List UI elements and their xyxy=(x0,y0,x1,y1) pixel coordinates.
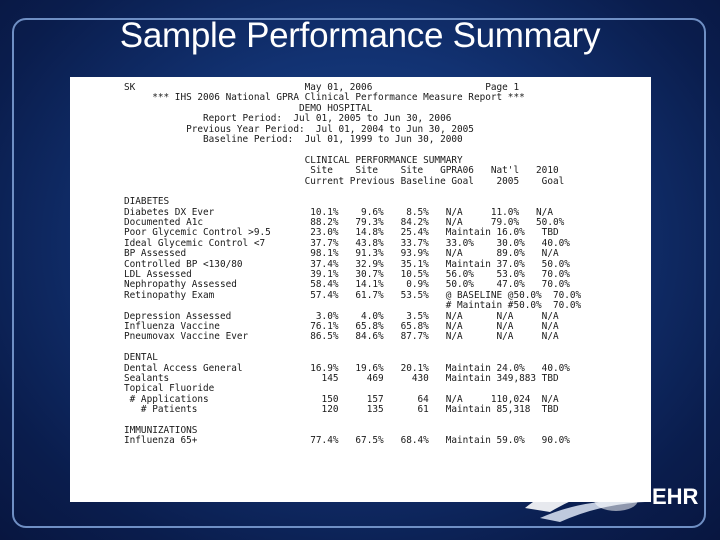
report-line: Baseline Period: Jul 01, 1999 to Jun 30, 2000 xyxy=(124,133,463,145)
report-text-block xyxy=(70,77,651,447)
report-line: SK May 01, 2006 Page 1 xyxy=(124,82,520,93)
report-line: Diabetes DX Ever 10.1% 9.6% 8.5% N/A 11.0% N/A xyxy=(124,206,553,218)
report-line: # Maintain #50.0% 70.0% xyxy=(124,300,582,312)
report-line: Previous Year Period: Jul 01, 2004 to Jun 30, 2005 xyxy=(124,123,474,135)
report-line: # Patients 120 135 61 Maintain 85,318 TBD xyxy=(124,404,559,416)
report-line: Site Site Site GPRA06 Nat'l 2010 xyxy=(124,165,559,177)
report-line: Depression Assessed 3.0% 4.0% 3.5% N/A N/A N/A xyxy=(124,310,559,322)
report-line: LDL Assessed 39.1% 30.7% 10.5% 56.0% 53.0% 70.0% xyxy=(124,269,570,281)
logo-text: EHR xyxy=(652,484,699,509)
report-line: Pneumovax Vaccine Ever 86.5% 84.6% 87.7% N/A N/A N/A xyxy=(124,331,559,343)
slide-title: Sample Performance Summary xyxy=(119,16,601,55)
performance-report-image xyxy=(70,77,651,502)
report-line: Topical Fluoride xyxy=(124,383,215,395)
report-line: Current Previous Baseline Goal 2005 Goal xyxy=(124,175,565,187)
report-line: Influenza 65+ 77.4% 67.5% 68.4% Maintain 59.0% 90.0% xyxy=(124,435,570,447)
report-line: DENTAL xyxy=(124,352,158,364)
report-line: Nephropathy Assessed 58.4% 14.1% 0.9% 50.0% 47.0% 70.0% xyxy=(124,279,570,291)
report-line: Dental Access General 16.9% 19.6% 20.1% Maintain 24.0% 40.0% xyxy=(124,362,570,374)
report-line: Controlled BP <130/80 37.4% 32.9% 35.1% Maintain 37.0% 50.0% xyxy=(124,258,570,270)
report-line: *** IHS 2006 National GPRA Clinical Performance Measure Report *** xyxy=(124,92,525,104)
report-line: Report Period: Jul 01, 2005 to Jun 30, 2006 xyxy=(124,113,452,125)
report-line xyxy=(124,343,651,353)
report-line: BP Assessed 98.1% 91.3% 93.9% N/A 89.0% N/A xyxy=(124,248,559,260)
report-line: Documented A1c 88.2% 79.3% 84.2% N/A 79.0% 50.0% xyxy=(124,217,565,229)
report-line: Ideal Glycemic Control <7 37.7% 43.8% 33.7% 33.0% 30.0% 40.0% xyxy=(124,237,570,249)
report-line: DEMO HOSPITAL xyxy=(124,102,373,114)
report-line: IMMUNIZATIONS xyxy=(124,424,198,436)
report-line: Sealants 145 469 430 Maintain 349,883 TBD xyxy=(124,372,559,384)
report-line xyxy=(124,416,651,426)
report-line xyxy=(124,187,651,197)
report-line: DIABETES xyxy=(124,196,170,208)
report-line: Influenza Vaccine 76.1% 65.8% 65.8% N/A N/A N/A xyxy=(124,320,559,332)
report-line: Poor Glycemic Control >9.5 23.0% 14.8% 25.4% Maintain 16.0% TBD xyxy=(124,227,559,239)
report-line: CLINICAL PERFORMANCE SUMMARY xyxy=(124,154,463,166)
report-line: # Applications 150 157 64 N/A 110,024 N/A xyxy=(124,393,559,405)
report-line: Retinopathy Exam 57.4% 61.7% 53.5% @ BASELINE @50.0% 70.0% xyxy=(124,289,582,301)
